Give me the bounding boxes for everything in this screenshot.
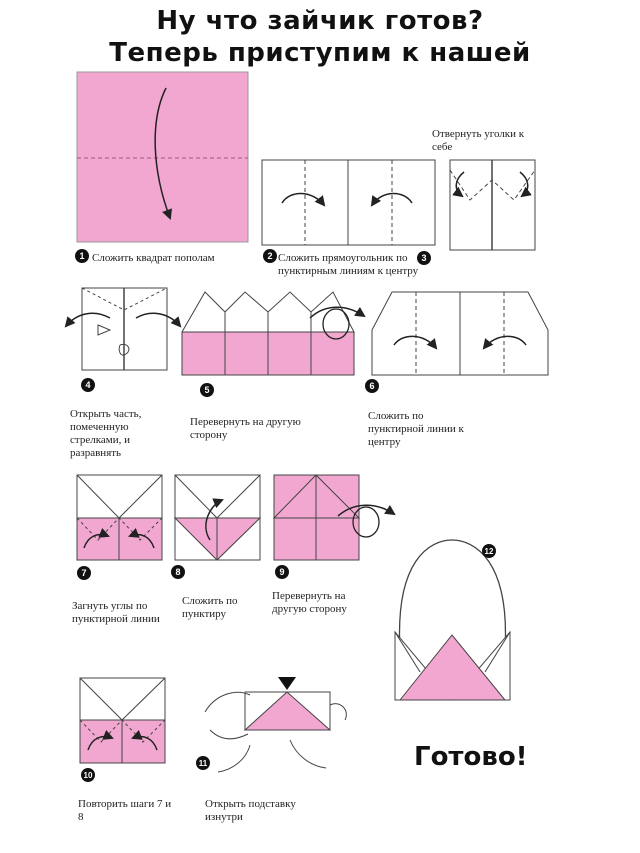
step-badge-4 [81,378,95,392]
caption-step-2: Сложить прямоугольник по пунктирным линиям к центру [278,252,419,277]
step-11-figure [205,677,346,772]
step-badge-5 [200,383,214,397]
step-badge-6 [365,379,379,393]
caption-step-6: Сложить по пунктирной линии к центру [368,410,464,448]
step-badge-label: 6 [369,381,375,391]
step-9-figure [274,475,394,560]
step-10-figure [80,678,165,763]
step-badge-10 [81,768,95,782]
step-badge-12 [482,544,496,558]
caption-step-11: Открыть подставку изнутри [205,798,296,823]
title-line-2: Теперь приступим к нашей [109,38,531,68]
caption-step-10: Повторить шаги 7 и 8 [78,798,172,823]
step-8-figure [175,475,260,560]
caption-step-1: Сложить квадрат пополам [92,252,215,264]
done-label: Готово! [414,742,528,772]
caption-step-9: Перевернуть на другую сторону [272,590,347,615]
step-badge-label: 8 [175,567,181,577]
caption-step-4: Открыть часть, помеченную стрелками, и разравнять [70,408,142,459]
caption-step-5: Перевернуть на другую сторону [190,416,301,441]
step-badge-9 [275,565,289,579]
step-badge-label: 9 [279,567,285,577]
step-12-figure [395,540,510,700]
caption-step-7: Загнуть углы по пунктирной линии [72,600,160,625]
step-badge-label: 4 [85,380,91,390]
step-badge-label: 2 [267,251,273,261]
step-badge-label: 1 [79,251,85,261]
step-7-figure [77,475,162,560]
title-line-1: Ну что зайчик готов? [156,6,484,36]
step-badge-label: 7 [81,568,87,578]
step-badge-label: 10 [83,771,93,780]
caption-step-3: Отвернуть уголки к себе [432,128,525,153]
step-badge-8 [171,565,185,579]
step-badge-label: 11 [198,759,208,768]
step-2-figure [262,160,435,245]
step-5-figure [182,292,364,375]
step-badge-7 [77,566,91,580]
step-1-figure [77,72,248,242]
step-badge-2 [263,249,277,263]
step-6-figure [372,292,548,375]
step-badge-label: 3 [421,253,427,263]
step-3-figure [450,160,535,250]
step-badge-1 [75,249,89,263]
step-4-figure [66,288,180,370]
step-badge-label: 5 [204,385,210,395]
step-badge-11 [196,756,210,770]
caption-step-8: Сложить по пунктиру [182,595,238,620]
step-badge-label: 12 [484,547,494,556]
